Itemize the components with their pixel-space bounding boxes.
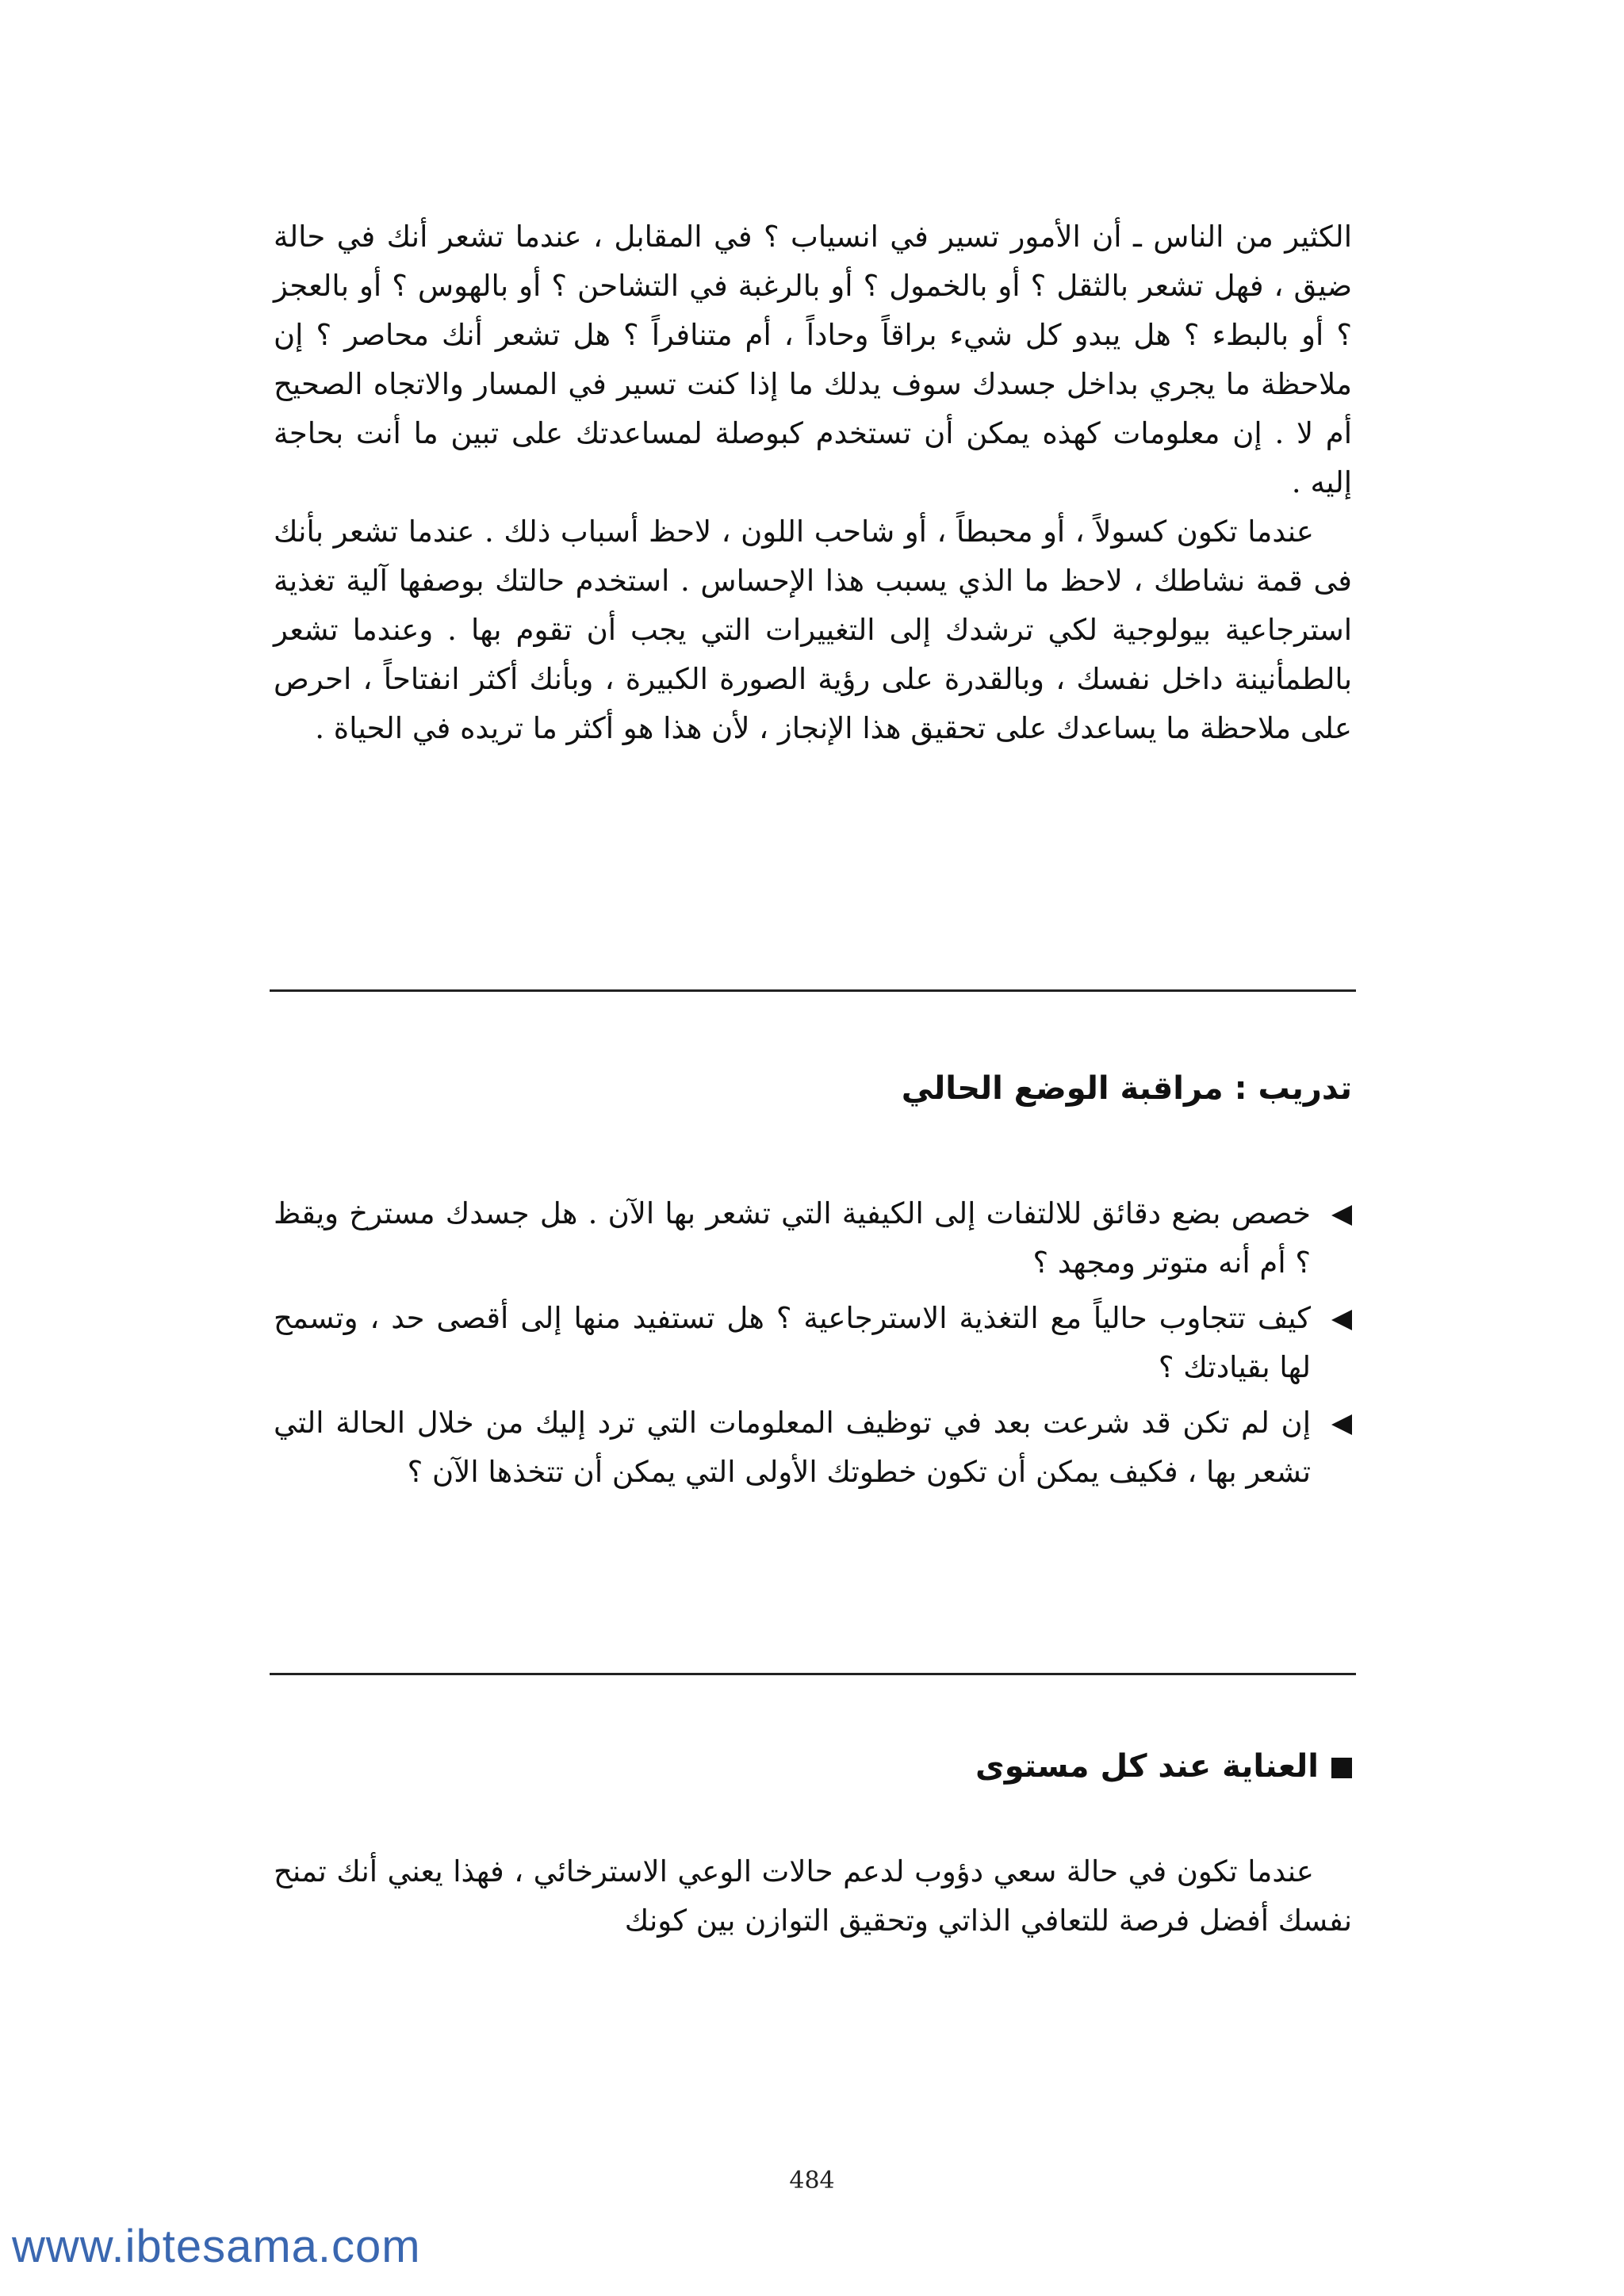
bullet-triangle-icon bbox=[1331, 1205, 1352, 1226]
exercise-item-1 bbox=[274, 1189, 1352, 1288]
body-paragraph-2: عندما تكون كسولاً ، أو محبطاً ، أو شاحب اللون ، لاحظ أسباب ذلك . عندما تشعر بأنك فى قمة نشاطك ، لاحظ ما الذي يسبب هذا الإحساس . استخدم حالتك بوصفها آلية تغذية استرجاعية بيولوجية لكي ترشدك إلى التغييرات التي يجب أن تقوم بها . وعندما تشعر بالطمأنينة داخل نفسك ، وبالقدرة على رؤية الصورة الكبيرة ، وبأنك أكثر انفتاحاً ، احرص على ملاحظة ما يساعدك على تحقيق هذا الإنجاز ، لأن هذا هو أكثر ما تريده في الحياة . bbox=[274, 515, 1352, 745]
exercise-item-2 bbox=[274, 1294, 1352, 1392]
exercise-item-text: كيف تتجاوب حالياً مع التغذية الاسترجاعية ؟ هل تستفيد منها إلى أقصى حد ، وتسمح لها بقيادتك ؟ bbox=[274, 1301, 1311, 1384]
bullet-triangle-icon bbox=[1331, 1310, 1352, 1330]
section-heading-text: العناية عند كل مستوى bbox=[975, 1748, 1319, 1785]
body-text-block bbox=[274, 212, 1352, 753]
exercise-title: تدريب : مراقبة الوضع الحالي bbox=[901, 1070, 1352, 1107]
divider-bottom bbox=[270, 1673, 1356, 1675]
section-paragraph: عندما تكون في حالة سعي دؤوب لدعم حالات الوعي الاسترخائي ، فهذا يعني أنك تمنح نفسك أفضل فرصة للتعافي الذاتي وتحقيق التوازن بين كونك bbox=[274, 1854, 1352, 1938]
watermark-url: www.ibtesama.com bbox=[12, 2221, 421, 2272]
body-paragraph-1: الكثير من الناس ـ أن الأمور تسير في انسياب ؟ في المقابل ، عندما تشعر أنك في حالة ضيق ، فهل تشعر بالثقل ؟ أو بالخمول ؟ أو بالرغبة في التشاحن ؟ أو بالهوس ؟ أو بالعجز ؟ أو بالبطء ؟ هل يبدو كل شيء براقاً وحاداً ، أم متنافراً ؟ هل تشعر أنك محاصر ؟ إن ملاحظة ما يجري بداخل جسدك سوف يدلك ما إذا كنت تسير في المسار والاتجاه الصحيح أم لا . إن معلومات كهذه يمكن أن تستخدم كبوصلة لمساعدتك على تبين ما أنت بحاجة إليه . bbox=[274, 220, 1352, 499]
bullet-triangle-icon bbox=[1331, 1414, 1352, 1435]
exercise-list bbox=[274, 1189, 1352, 1503]
page-number: 484 bbox=[789, 2167, 835, 2195]
divider-top bbox=[270, 989, 1356, 992]
section-heading bbox=[274, 1748, 1352, 1785]
square-bullet-icon bbox=[1331, 1758, 1352, 1778]
exercise-item-text: خصص بضع دقائق للالتفات إلى الكيفية التي تشعر بها الآن . هل جسدك مسترخ ويقظ ؟ أم أنه متوتر ومجهد ؟ bbox=[274, 1196, 1311, 1280]
exercise-item-3 bbox=[274, 1399, 1352, 1497]
exercise-item-text: إن لم تكن قد شرعت بعد في توظيف المعلومات التي ترد إليك من خلال الحالة التي تشعر بها ، فكيف يمكن أن تكون خطوتك الأولى التي يمكن أن تتخذها الآن ؟ bbox=[274, 1406, 1311, 1489]
